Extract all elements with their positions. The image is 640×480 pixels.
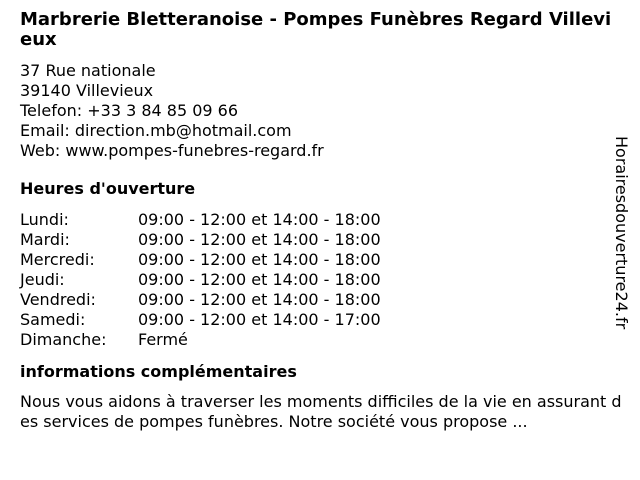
hours-heading: Heures d'ouverture <box>20 179 196 198</box>
site-watermark: Horairesdouverture24.fr <box>612 136 631 330</box>
phone-line: Telefon: +33 3 84 85 09 66 <box>20 101 239 120</box>
time-range: 09:00 - 12:00 et 14:00 - 18:00 <box>138 230 381 249</box>
time-range: 09:00 - 12:00 et 14:00 - 18:00 <box>138 290 381 309</box>
day-label: Jeudi: <box>20 270 65 289</box>
city-line: 39140 Villevieux <box>20 81 154 100</box>
time-range: 09:00 - 12:00 et 14:00 - 18:00 <box>138 250 381 269</box>
hours-table <box>20 210 616 350</box>
day-label: Lundi: <box>20 210 69 229</box>
page-title: Marbrerie Bletteranoise - Pompes Funèbres Regard Villevieux <box>20 9 612 50</box>
day-label: Vendredi: <box>20 290 96 309</box>
day-label: Dimanche: <box>20 330 107 349</box>
web-line: Web: www.pompes-funebres-regard.fr <box>20 141 324 160</box>
time-range: 09:00 - 12:00 et 14:00 - 17:00 <box>138 310 381 329</box>
day-label: Mercredi: <box>20 250 95 269</box>
hours-row-jeudi <box>20 270 616 290</box>
hours-row-lundi <box>20 210 616 230</box>
hours-row-mardi <box>20 230 616 250</box>
time-range: 09:00 - 12:00 et 14:00 - 18:00 <box>138 210 381 229</box>
day-label: Samedi: <box>20 310 86 329</box>
hours-row-dimanche <box>20 330 616 350</box>
time-range: Fermé <box>138 330 188 349</box>
hours-row-mercredi <box>20 250 616 270</box>
info-description: Nous vous aidons à traverser les moments difficiles de la vie en assurant des services de pompes funèbres. Notre société vous propose ... <box>20 392 622 431</box>
email-line: Email: direction.mb@hotmail.com <box>20 121 292 140</box>
hours-row-samedi <box>20 310 616 330</box>
street-address: 37 Rue nationale <box>20 61 156 80</box>
time-range: 09:00 - 12:00 et 14:00 - 18:00 <box>138 270 381 289</box>
hours-row-vendredi <box>20 290 616 310</box>
day-label: Mardi: <box>20 230 70 249</box>
info-heading: informations complémentaires <box>20 362 297 381</box>
address-block <box>20 61 616 161</box>
